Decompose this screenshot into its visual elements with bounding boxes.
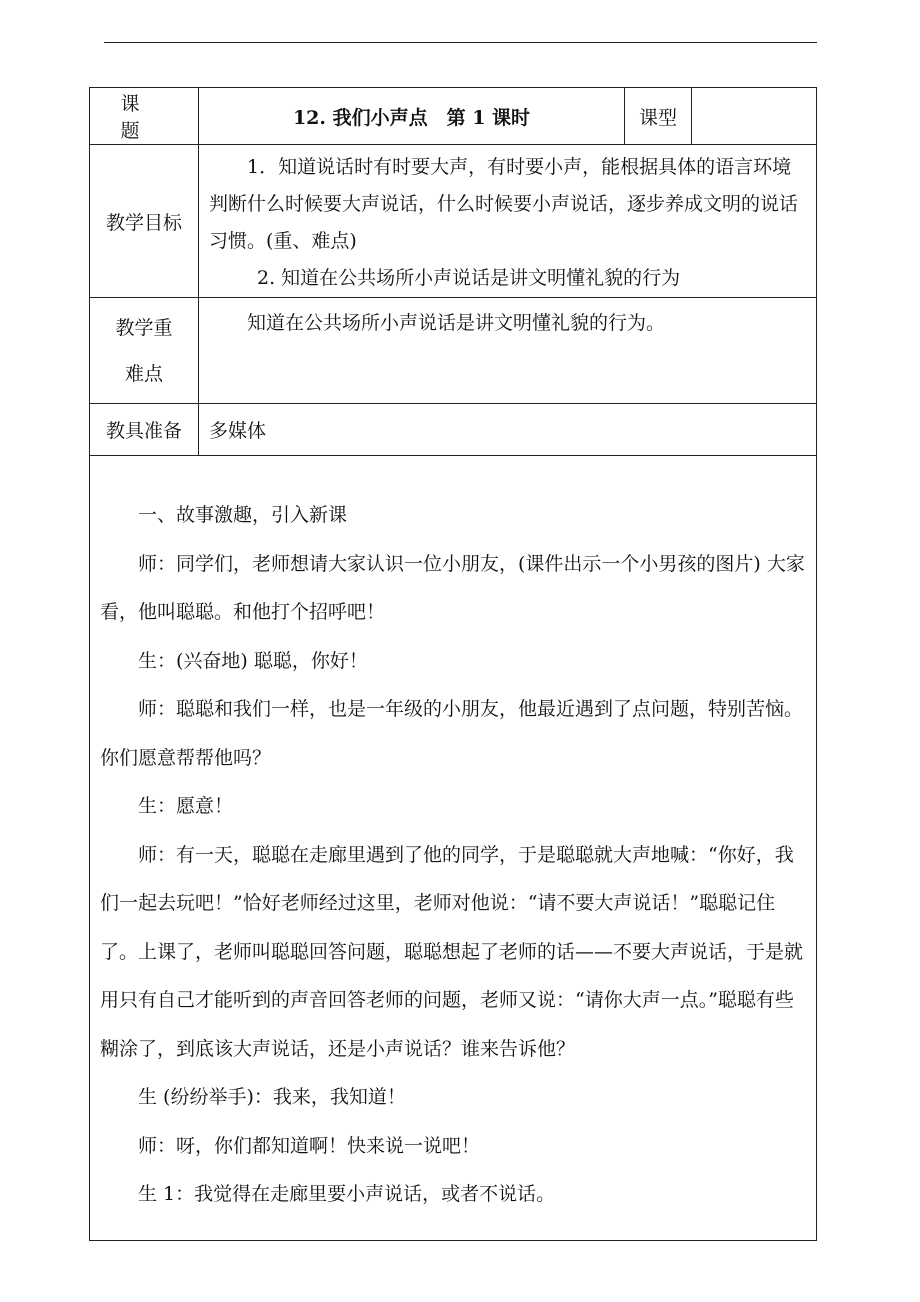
process-paragraph: 生 1：我觉得在走廊里要小声说话，或者不说话。	[138, 1183, 556, 1206]
process-paragraph: 师：同学们，老师想请大家认识一位小朋友，(课件出示一个小男孩的图片) 大家看，他叫聪聪。和他打个招呼吧！	[100, 552, 805, 624]
process-paragraph: 生：(兴奋地) 聪聪，你好！	[138, 649, 368, 672]
type-value	[692, 88, 817, 145]
process-paragraph: 师：聪聪和我们一样，也是一年级的小朋友，他最近遇到了点问题，特别苦恼。你们愿意帮帮他吗？	[100, 698, 804, 769]
process-row	[90, 456, 817, 1241]
keypoint-text: 知道在公共场所小声说话是讲文明懂礼貌的行为。	[247, 312, 666, 334]
keypoint-label-line1: 教学重	[115, 316, 173, 339]
process-paragraph: 师：有一天，聪聪在走廊里遇到了他的同学，于是聪聪就大声地喊：“你好，我们一起去玩吧！”恰好老师经过这里，老师对他说：“请不要大声说话！”聪聪记住了。上课了，老师叫聪聪回答问题，聪聪想起了老师的话——不要大声说话，于是就用只有自己才能听到的声音回答老师的问题，老师又说：“请你大声一点。”聪聪有些糊涂了，到底该大声说话，还是小声说话？谁来告诉他？	[100, 843, 804, 1060]
tools-label: 教具准备	[90, 404, 199, 456]
keypoint-row	[90, 298, 817, 404]
teaching-process	[90, 456, 817, 1241]
tools-row	[90, 404, 817, 456]
type-label: 课型	[625, 88, 692, 145]
lesson-title: 12. 我们小声点 第 1 课时	[199, 88, 625, 145]
process-paragraph: 师：呀，你们都知道啊！快来说一说吧！	[138, 1134, 481, 1157]
goals-row	[90, 145, 817, 298]
title-label: 课 题	[90, 88, 199, 145]
keypoint-label	[90, 298, 199, 404]
tools-content: 多媒体	[199, 404, 817, 456]
header-rule	[104, 42, 817, 43]
process-paragraph: 生 (纷纷举手)：我来，我知道！	[138, 1086, 406, 1109]
lesson-plan-table	[89, 87, 817, 1241]
process-paragraph: 一、故事激趣，引入新课	[138, 504, 348, 527]
title-row	[90, 88, 817, 145]
process-paragraph: 生：愿意！	[138, 795, 234, 818]
goal-item: 2. 知道在公共场所小声说话是讲文明懂礼貌的行为	[257, 267, 681, 289]
keypoint-label-line2: 难点	[124, 362, 163, 385]
keypoint-content	[199, 298, 817, 404]
goals-content	[199, 145, 817, 298]
goal-item: 1．知道说话时有时要大声，有时要小声，能根据具体的语言环境判断什么时候要大声说话，什么时候要小声说话，逐步养成文明的说话习惯。(重、难点)	[209, 156, 799, 252]
goals-label: 教学目标	[90, 145, 199, 298]
